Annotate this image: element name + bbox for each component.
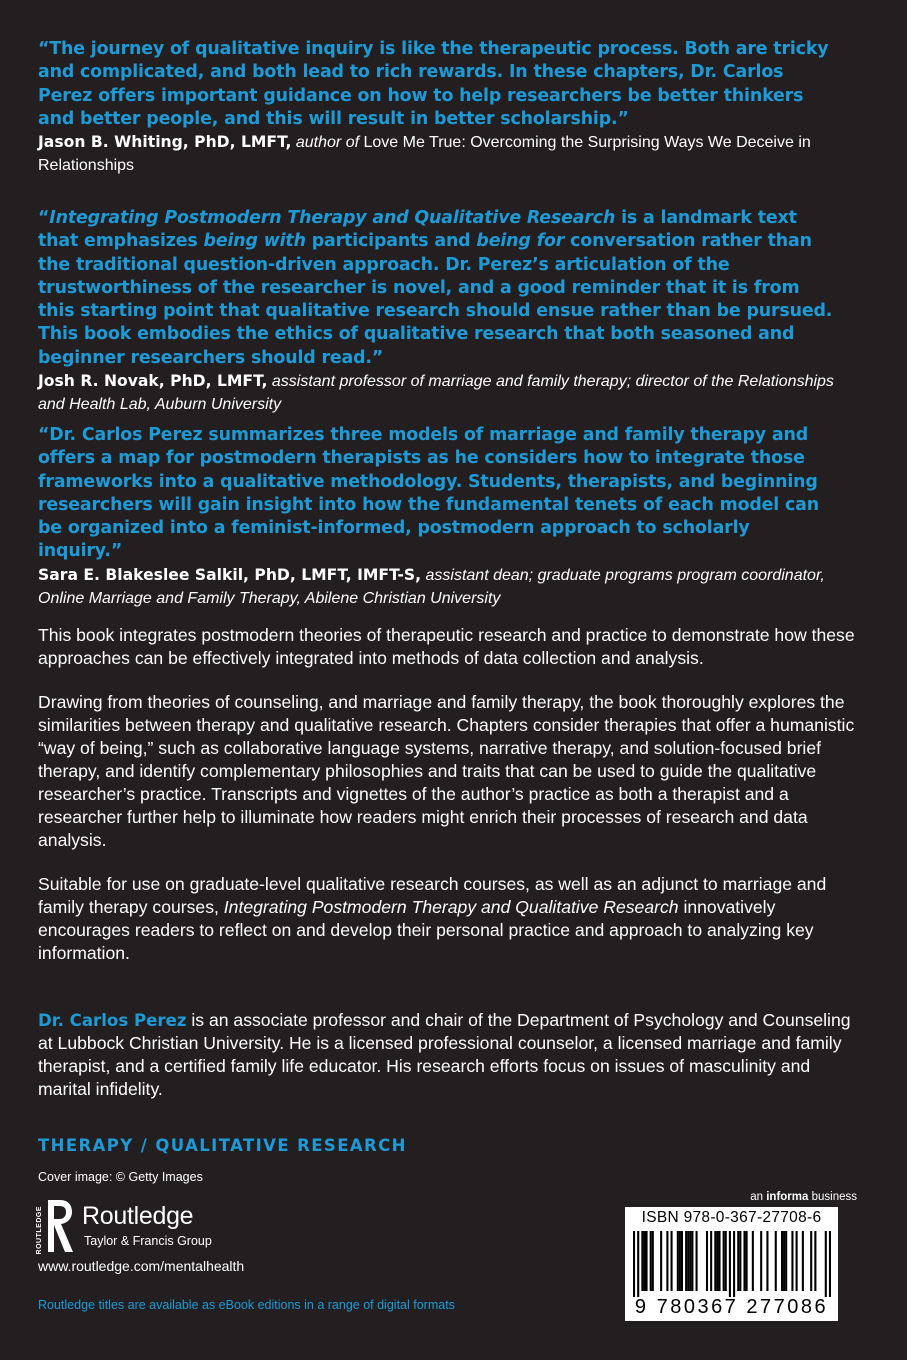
description-paragraph-3	[38, 873, 858, 965]
quote-emphasis: being with	[203, 231, 306, 252]
description-segment: innovatively encourages readers to reflect on and develop their personal practice and approach to analyzing key information.	[38, 897, 814, 963]
endorsement-3-role: assistant dean; graduate programs program coordinator, Online Marriage and Family Therapy, Abilene Christian University	[38, 566, 825, 607]
publisher-name: Routledge	[82, 1202, 194, 1230]
endorsement-1-role: author of	[295, 134, 360, 152]
barcode-bar	[691, 1231, 693, 1291]
barcode-bar	[643, 1231, 645, 1291]
book-title-italic: Integrating Postmodern Therapy and Qualitative Research	[49, 208, 616, 228]
endorsement-3-name: Sara E. Blakeslee Salkil, PhD, LMFT, IMFT-S,	[38, 565, 422, 584]
ean-digits: 9 780367 277086	[634, 1296, 829, 1318]
barcode-bar	[685, 1231, 687, 1291]
barcode-bar	[791, 1231, 793, 1291]
barcode-bar	[716, 1231, 718, 1291]
barcode-bar	[633, 1231, 635, 1297]
barcode-bar	[775, 1231, 777, 1291]
routledge-r-icon	[38, 1198, 74, 1254]
isbn-label: ISBN 978-0-367-27708-6	[641, 1209, 822, 1226]
description-segment: Suitable for use on graduate-level qualitative research courses, as well as an adjunct to marriage and family therapy courses,	[38, 874, 827, 917]
barcode-bar	[785, 1231, 787, 1291]
barcode-bar	[660, 1231, 662, 1291]
barcode-bar	[706, 1231, 708, 1291]
barcode-bar	[652, 1231, 654, 1291]
endorsement-1-name: Jason B. Whiting, PhD, LMFT,	[38, 133, 292, 152]
informa-post: business	[808, 1191, 857, 1203]
barcode-bar	[737, 1231, 739, 1291]
barcode-bar	[729, 1231, 731, 1297]
routledge-vertical-text: ROUTLEDGE	[36, 1206, 43, 1255]
ebook-note: Routledge titles are available as eBook editions in a range of digital formats	[38, 1298, 455, 1312]
quote-segment: is a landmark text that emphasizes	[38, 208, 797, 252]
barcode-bar	[681, 1231, 683, 1291]
isbn-barcode	[625, 1207, 838, 1321]
barcode-bar	[796, 1231, 798, 1291]
informa-pre: an	[750, 1191, 767, 1203]
endorsement-1-attribution	[38, 131, 838, 177]
endorsement-2	[38, 207, 838, 416]
barcode-bar	[677, 1231, 679, 1291]
barcode-bar	[725, 1231, 727, 1291]
barcode-bar	[746, 1231, 748, 1291]
barcode-bar	[689, 1231, 691, 1291]
author-bio-text: is an associate professor and chair of the Department of Psychology and Counseling at Lubbock Christian University. He is a licensed professional counselor, a licensed marriage and family therapist, and a certified family life educator. His research efforts focus on issues of masculinity and marital infidelity.	[38, 1010, 851, 1099]
barcode-bar	[671, 1231, 673, 1291]
quote-segment: participants and	[305, 231, 477, 252]
barcode-bar	[781, 1231, 783, 1291]
barcode-bar	[802, 1231, 804, 1291]
author-name: Dr. Carlos Perez	[38, 1011, 187, 1030]
informa-business	[750, 1191, 857, 1203]
endorsement-3	[38, 424, 838, 610]
open-quote: “	[38, 208, 50, 228]
barcode-bar	[714, 1231, 716, 1291]
book-description	[38, 624, 858, 986]
endorsement-3-text: “Dr. Carlos Perez summarizes three models of marriage and family therapy and offers a map for postmodern therapists as he considers how to integrate those frameworks into a qualitative methodology. Students, therapists, and beginning researchers will gain insight into how the fundamental tenets of each model can be organized into a feminist-informed, postmodern approach to scholarly inquiry.”	[38, 425, 819, 562]
author-bio	[38, 1009, 858, 1101]
barcode-bar	[825, 1231, 827, 1297]
cover-credit: Cover image: © Getty Images	[38, 1170, 203, 1184]
barcode-bar	[733, 1231, 735, 1297]
barcode-bars	[633, 1231, 831, 1297]
barcode-bar	[637, 1231, 639, 1297]
barcode-bar	[710, 1231, 712, 1291]
barcode-bar	[783, 1231, 785, 1291]
barcode-bar	[723, 1231, 725, 1291]
barcode-bar	[810, 1231, 812, 1291]
barcode-bar	[760, 1231, 762, 1291]
description-book-title: Integrating Postmodern Therapy and Qualitative Research	[223, 897, 679, 917]
endorsement-2-name: Josh R. Novak, PhD, LMFT,	[38, 372, 268, 391]
barcode-bar	[752, 1231, 754, 1291]
quote-segment: conversation rather than the traditional question-driven approach. Dr. Perez’s articulation of the trustworthiness of the researcher is novel, and a good reminder that it is from this starting point that qualitative research should ensue rather than be pursued. This book embodies the ethics of qualitative research that both seasoned and beginner researchers should read.”	[38, 231, 833, 368]
barcode-bar	[814, 1231, 816, 1291]
barcode-bar	[696, 1231, 698, 1291]
endorsement-1-text: “The journey of qualitative inquiry is like the therapeutic process. Both are tricky and complicated, and both lead to rich rewards. In these chapters, Dr. Carlos Perez offers important guidance on how to help researchers be better thinkers and better people, and this will result in better scholarship.”	[38, 39, 829, 129]
routledge-logo	[38, 1198, 268, 1256]
barcode-bar	[766, 1231, 768, 1291]
barcode-bar	[687, 1231, 689, 1291]
barcode-bar	[743, 1231, 745, 1291]
barcode-bar	[666, 1231, 668, 1291]
subject-category: THERAPY / QUALITATIVE RESEARCH	[38, 1136, 407, 1155]
informa-bold: informa	[766, 1191, 809, 1203]
endorsement-1	[38, 38, 838, 177]
endorsement-3-attribution	[38, 564, 838, 610]
barcode-bar	[829, 1231, 831, 1297]
barcode-bar	[646, 1231, 648, 1291]
publisher-website[interactable]: www.routledge.com/mentalhealth	[38, 1258, 245, 1274]
barcode-bar	[679, 1231, 681, 1291]
description-paragraph-1: This book integrates postmodern theories of therapeutic research and practice to demonstrate how these approaches can be effectively integrated into methods of data collection and analysis.	[38, 625, 855, 668]
publisher-group: Taylor & Francis Group	[84, 1234, 212, 1248]
endorsement-2-role: assistant professor of marriage and family therapy; director of the Relationships and Health Lab, Auburn University	[38, 373, 834, 414]
endorsement-2-text	[38, 207, 838, 370]
barcode-bar	[718, 1231, 720, 1291]
barcode-bar	[650, 1231, 652, 1291]
description-paragraph-2: Drawing from theories of counseling, and marriage and family therapy, the book thoroughly explores the similarities between therapy and qualitative research. Chapters consider therapies that offer a humanistic “way of being,” such as collaborative language systems, narrative therapy, and solution-focused brief therapy, and identify complementary philosophies and traits that can be used to guide the qualitative researcher’s practice. Transcripts and vignettes of the author’s practice as both a therapist and a researcher further help to illuminate how readers might enrich their processes of research and data analysis.	[38, 692, 855, 850]
endorsement-1-work: Love Me True: Overcoming the Surprising Ways We Deceive in Relationships	[38, 134, 811, 175]
quote-emphasis: being for	[476, 231, 565, 252]
barcode-bar	[739, 1231, 741, 1291]
endorsement-2-attribution	[38, 370, 838, 416]
barcode-bar	[641, 1231, 643, 1291]
